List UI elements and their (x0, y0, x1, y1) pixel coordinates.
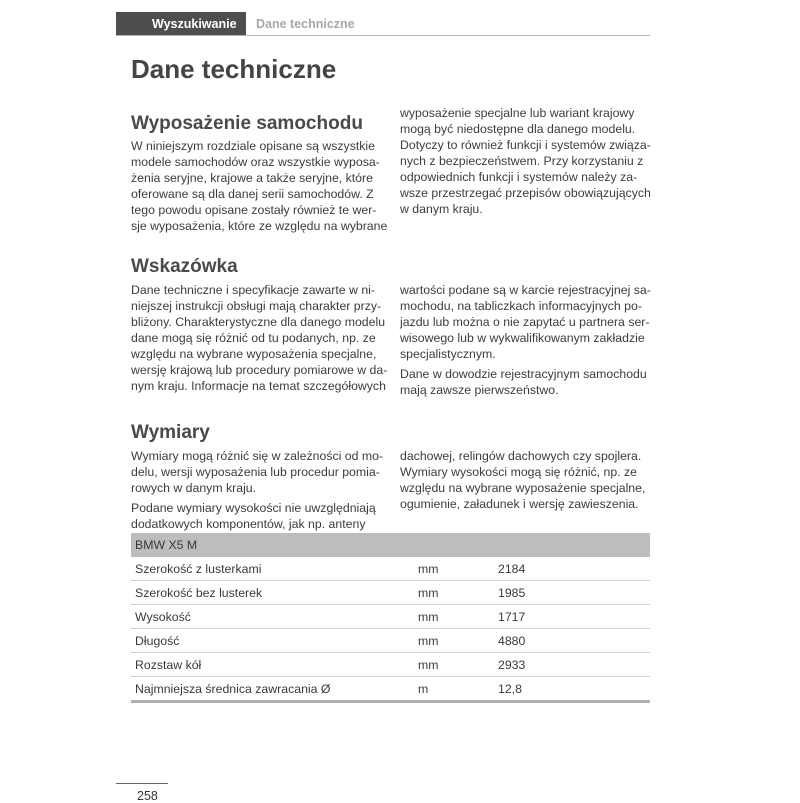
text-line: W niniejszym rozdziale opisane są wszystkie (131, 139, 375, 153)
text-line: dodatkowych komponentów, jak np. anteny (131, 517, 366, 531)
page-number: 258 (137, 789, 158, 803)
section-note-left (131, 282, 387, 398)
page-title: Dane techniczne (131, 54, 337, 84)
text-line: dachowej, relingów dachowych czy spojlera. (400, 449, 642, 463)
cell-value: 2933 (494, 653, 650, 677)
cell-value: 1985 (494, 581, 650, 605)
cell-unit: mm (414, 557, 494, 581)
breadcrumb-current[interactable]: Dane techniczne (256, 17, 355, 31)
text-line: niejszej instrukcji obsługi mają charakter przy- (131, 299, 382, 313)
paragraph (131, 500, 383, 532)
cell-unit: mm (414, 653, 494, 677)
text-line: odpowiednich funkcji i systemów należy za- (400, 170, 638, 184)
text-line: Podane wymiary wysokości nie uwzględniają (131, 501, 376, 515)
text-line: dane mogą się różnić od tu podanych, np. ze (131, 331, 376, 345)
text-line: wartości podane są w karcie rejestracyjnej sa- (400, 283, 651, 297)
section-dimensions-left (131, 448, 383, 536)
cell-label: Rozstaw kół (131, 653, 414, 677)
cell-unit: mm (414, 605, 494, 629)
text-line: delu, wersji wyposażenia lub procedur pomia- (131, 465, 380, 479)
paragraph (131, 448, 383, 496)
cell-label: Szerokość z lusterkami (131, 557, 414, 581)
paragraph (400, 366, 651, 398)
table-model-header: BMW X5 M (131, 533, 650, 557)
cell-label: Szerokość bez lusterek (131, 581, 414, 605)
cell-value: 1717 (494, 605, 650, 629)
cell-label: Najmniejsza średnica zawracania Ø (131, 677, 414, 702)
section-heading-dimensions: Wymiary (131, 422, 210, 443)
text-line: ogumienie, załadunek i wersję zawieszenia. (400, 497, 639, 511)
text-line: Dane techniczne i specyfikacje zawarte w ni- (131, 283, 375, 297)
section-equipment-left (131, 138, 387, 238)
cell-unit: mm (414, 581, 494, 605)
cell-label: Długość (131, 629, 414, 653)
text-line: wsze przestrzegać przepisów obowiązujących (400, 186, 651, 200)
text-line: Wymiary mogą różnić się w zależności od mo- (131, 449, 384, 463)
paragraph (400, 282, 651, 362)
cell-unit: m (414, 677, 494, 702)
text-line: względu na wybrane wyposażenia specjalne, (131, 347, 377, 361)
text-line: mają zawsze pierwszeństwo. (400, 383, 559, 397)
table-row (131, 629, 650, 653)
text-line: specjalistycznym. (400, 347, 496, 361)
text-line: wyposażenie specjalne lub wariant krajowy (400, 106, 635, 120)
text-line: sje wyposażenia, które ze względu na wybrane (131, 219, 388, 233)
dimensions-table (131, 533, 650, 703)
text-line: wisowego lub w wykwalifikowanym zakładzie (400, 331, 645, 345)
paragraph (400, 448, 645, 512)
table-header-row (131, 533, 650, 557)
text-line: bliżony. Charakterystyczne dla danego modelu (131, 315, 386, 329)
text-line: jazdu lub można o nie zapytać u partnera ser- (400, 315, 650, 329)
text-line: względu na wybrane wyposażenie specjalne, (400, 481, 646, 495)
table-row (131, 677, 650, 702)
paragraph (131, 282, 387, 394)
table-row (131, 653, 650, 677)
footer-divider (116, 783, 168, 784)
paragraph (400, 105, 651, 217)
text-line: mochodu, na tabliczkach informacyjnych po- (400, 299, 642, 313)
table-row (131, 581, 650, 605)
text-line: Dotyczy to również funkcji i systemów związa- (400, 138, 651, 152)
header-divider (116, 35, 650, 36)
table-row (131, 605, 650, 629)
section-note-right (400, 282, 651, 402)
text-line: modele samochodów oraz wszystkie wyposa- (131, 155, 380, 169)
text-line: w danym kraju. (400, 202, 483, 216)
cell-unit: mm (414, 629, 494, 653)
cell-value: 2184 (494, 557, 650, 581)
text-line: Dane w dowodzie rejestracyjnym samochodu (400, 367, 647, 381)
text-line: rowych w danym kraju. (131, 481, 257, 495)
text-line: nych z bezpieczeństwem. Przy korzystaniu z (400, 154, 644, 168)
cell-value: 4880 (494, 629, 650, 653)
tab-search[interactable]: Wyszukiwanie (116, 12, 246, 36)
text-line: wersję krajową lub procedury pomiarowe w da- (131, 363, 388, 377)
cell-value: 12,8 (494, 677, 650, 702)
text-line: nym kraju. Informacje na temat szczegółowych (131, 379, 386, 393)
text-line: tego powodu opisane zostały również te wer- (131, 203, 377, 217)
text-line: mogą być niedostępne dla danego modelu. (400, 122, 636, 136)
section-dimensions-right (400, 448, 645, 516)
table-row (131, 557, 650, 581)
text-line: żenia seryjne, krajowe a także seryjne, które (131, 171, 373, 185)
text-line: oferowane są dla danej serii samochodów. Z (131, 187, 374, 201)
paragraph (131, 138, 387, 234)
text-line: Wymiary wysokości mogą się różnić, np. ze (400, 465, 638, 479)
section-heading-note: Wskazówka (131, 256, 238, 277)
section-equipment-right (400, 105, 651, 221)
section-heading-equipment: Wyposażenie samochodu (131, 113, 363, 134)
cell-label: Wysokość (131, 605, 414, 629)
